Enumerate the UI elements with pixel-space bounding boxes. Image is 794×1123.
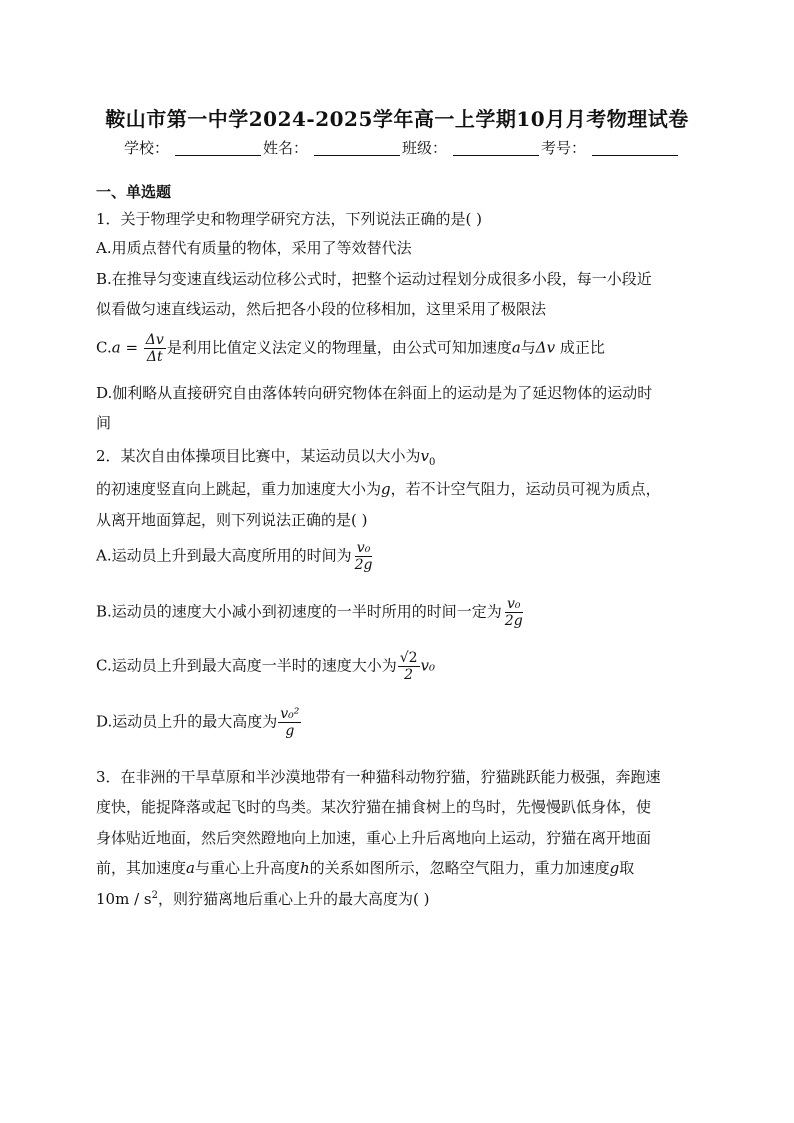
q3-line5-b: ，则狞猫离地后重心上升的最大高度为( ) [157,890,430,908]
q2-d-numerator: v₀² [280,706,300,722]
q1-c-var-a: a [111,338,121,357]
q2-c-tail: v₀ [420,656,436,675]
q2-c-text: C.运动员上升到最大高度一半时的速度大小为 [96,656,397,675]
q1-c-eq: = [120,338,143,357]
q3-line4-b: 与重心上升高度 [194,859,300,877]
q2-a-denominator: 2g [354,557,373,573]
q1-c-text1: 是利用比值定义法定义的物理量，由公式可知加速度 [166,338,512,357]
q2-c-numerator: √2 [399,650,418,666]
q3-line4 [96,857,634,878]
q1-c-var-a2: a [511,338,521,357]
q1-option-a: A.用质点替代有质量的物体，采用了等效替代法 [96,239,412,257]
number-label: 考号： [541,139,587,157]
q3-var-h: h [299,859,310,877]
q1-option-d-line2: 间 [96,414,112,432]
q3-line4-a: 前，其加速度 [96,859,187,877]
q3-line5-a: 10m / s [96,890,152,908]
q2-stem1: 2．某次自由体操项目比赛中，某运动员以大小为 [96,447,421,465]
q2-option-d [96,706,302,739]
q1-c-denominator: Δt [146,349,163,365]
school-label: 学校： [124,139,170,157]
q3-var-g: g [609,859,620,877]
q2-stem2: 的初速度竖直向上跳起，重力加速度大小为 [96,480,382,498]
q1-c-prefix: C. [96,338,112,357]
q3-line4-c: 的关系如图所示，忽略空气阻力，重力加速度 [309,859,610,877]
q1-c-numerator: Δv [145,332,164,348]
q2-stem-line1 [96,445,435,468]
q2-c-denominator: 2 [404,667,414,683]
q2-option-c [96,650,435,683]
page-title: 鞍山市第一中学2024-2025学年高一上学期10月月考物理试卷 [105,107,689,131]
q1-c-fraction [144,332,166,365]
q1-c-text4: 成正比 [555,338,605,357]
q3-var-a: a [186,859,195,877]
q3-line1: 3．在非洲的干旱草原和半沙漠地带有一种猫科动物狞猫，狞猫跳跃能力极强，奔跑速 [96,768,661,786]
q2-v0: v [420,447,430,465]
name-blank [314,141,400,156]
q3-line2: 度快，能捉降落或起飞时的鸟类。某次狞猫在捕食树上的鸟时，先慢慢趴低身体，使 [96,798,652,816]
q3-line4-d: 取 [619,859,635,877]
q2-option-b [96,596,526,629]
q1-option-c [96,332,605,365]
q1-option-b-line1: B.在推导匀变速直线运动位移公式时，把整个运动过程划分成很多小段，每一小段近 [96,270,652,288]
q3-line3: 身体贴近地面，然后突然蹬地向上加速，重心上升后离地向上运动，狞猫在离开地面 [96,829,652,847]
class-blank [453,141,539,156]
q2-a-text: A.运动员上升到最大高度所用的时间为 [96,546,352,565]
q2-d-denominator: g [285,723,295,739]
q3-line5-sup: 2 [151,890,158,901]
q1-c-dv: Δv [535,338,556,357]
q2-c-fraction [398,650,420,683]
number-blank [592,141,678,156]
q2-d-text: D.运动员上升的最大高度为 [96,712,278,731]
q3-line5 [96,888,429,909]
q1-stem: 1．关于物理学史和物理学研究方法，下列说法正确的是( ) [96,210,483,228]
q2-option-a [96,540,375,573]
q2-b-fraction [503,596,525,629]
q2-stem-line2 [96,478,661,499]
q2-stem-line3: 从离开地面算起，则下列说法正确的是( ) [96,511,368,529]
q2-stem2b: ，若不计空气阻力，运动员可视为质点， [390,480,661,498]
q1-option-d-line1: D.伽利略从直接研究自由落体转向研究物体在斜面上的运动是为了延迟物体的运动时 [96,384,653,402]
q1-c-text2: 与 [520,338,536,357]
name-label: 姓名： [263,139,309,157]
q2-a-numerator: v₀ [356,540,371,556]
q2-g: g [381,480,391,498]
q2-a-fraction [353,540,375,573]
q2-v0-sub: 0 [429,457,436,468]
section-heading: 一、单选题 [96,183,172,201]
q2-b-numerator: v₀ [506,596,521,612]
q2-d-fraction [278,706,301,739]
q2-b-denominator: 2g [504,613,523,629]
school-blank [175,141,261,156]
q1-option-b-line2: 似看做匀速直线运动，然后把各小段的位移相加，这里采用了极限法 [96,300,547,318]
student-info-line [124,137,680,158]
class-label: 班级： [402,139,448,157]
q2-b-text: B.运动员的速度大小减小到初速度的一半时所用的时间一定为 [96,602,502,621]
